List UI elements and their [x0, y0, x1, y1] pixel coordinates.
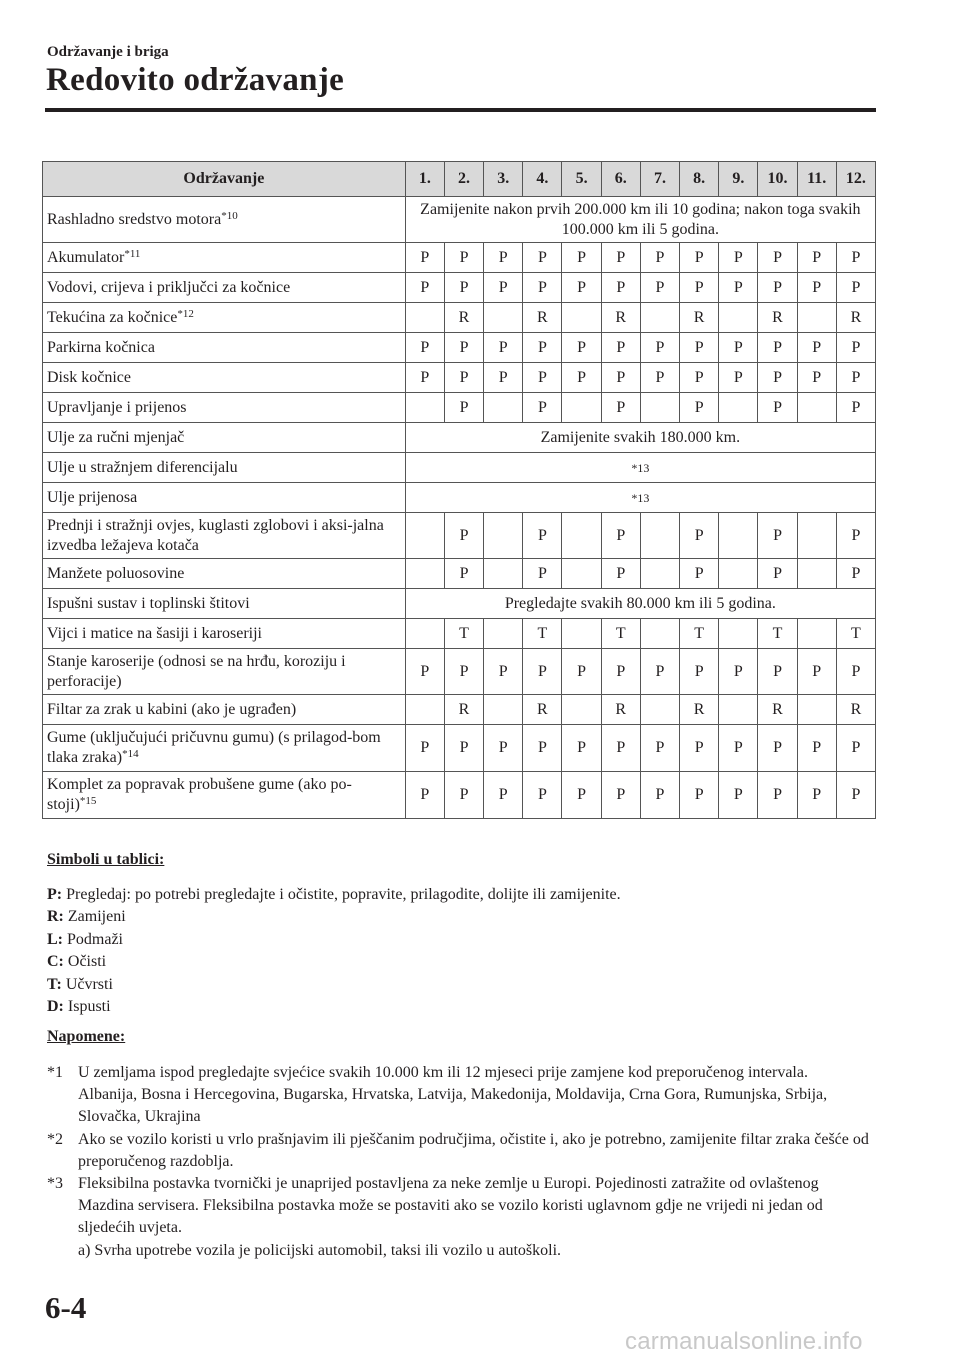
row-item-label: Akumulator: [47, 248, 125, 266]
row-item-label: Manžete poluosovine: [47, 564, 185, 582]
interval-cell: P: [680, 333, 719, 363]
interval-cell: P: [719, 725, 758, 772]
interval-cell: P: [405, 363, 444, 393]
row-item: [43, 243, 406, 273]
interval-cell: P: [758, 513, 797, 559]
row-item: [43, 649, 406, 695]
interval-cell: [405, 513, 444, 559]
interval-cell: P: [523, 333, 562, 363]
interval-cell: P: [640, 649, 679, 695]
interval-cell: P: [444, 243, 483, 273]
interval-cell: P: [562, 243, 601, 273]
interval-cell: P: [640, 772, 679, 819]
interval-cell: P: [601, 513, 640, 559]
span-cell: *13: [405, 453, 875, 483]
interval-cell: [405, 695, 444, 725]
interval-cell: P: [640, 273, 679, 303]
note: [47, 1129, 877, 1173]
interval-cell: P: [680, 393, 719, 423]
note-text: Ako se vozilo koristi u vrlo prašnjavim ili pješčanim područjima, očistite i, ako je potrebno, zamijenite filtar zraka češće od preporučenog razdoblja.: [78, 1130, 869, 1170]
note-number: *3: [47, 1175, 63, 1193]
interval-cell: P: [444, 273, 483, 303]
interval-cell: [797, 303, 836, 333]
symbol-line: [47, 929, 621, 951]
interval-cell: [484, 393, 523, 423]
interval-cell: [484, 695, 523, 725]
interval-cell: P: [405, 649, 444, 695]
interval-cell: P: [562, 725, 601, 772]
interval-cell: R: [758, 303, 797, 333]
interval-cell: R: [680, 695, 719, 725]
interval-cell: P: [797, 243, 836, 273]
interval-cell: T: [836, 619, 875, 649]
interval-cell: P: [719, 243, 758, 273]
table-row: [43, 243, 876, 273]
header-interval: 1.: [405, 162, 444, 197]
footnote-ref: *11: [124, 247, 141, 260]
interval-cell: [562, 559, 601, 589]
interval-cell: P: [640, 243, 679, 273]
row-item-label: Ispušni sustav i toplinski štitovi: [47, 594, 250, 612]
interval-cell: P: [836, 513, 875, 559]
interval-cell: P: [523, 559, 562, 589]
interval-cell: P: [797, 333, 836, 363]
interval-cell: P: [601, 559, 640, 589]
interval-cell: P: [836, 559, 875, 589]
interval-cell: P: [836, 273, 875, 303]
symbols-title: Simboli u tablici:: [47, 851, 165, 868]
interval-cell: P: [601, 363, 640, 393]
interval-cell: P: [523, 725, 562, 772]
footnote-ref: *15: [79, 795, 97, 807]
header-interval: 8.: [680, 162, 719, 197]
symbol-key: T:: [47, 975, 62, 993]
row-item-label: Vijci i matice na šasiji i karoseriji: [47, 624, 262, 642]
interval-cell: P: [484, 649, 523, 695]
interval-cell: P: [836, 363, 875, 393]
interval-cell: [562, 303, 601, 333]
symbol-desc: Očisti: [67, 953, 107, 971]
interval-cell: [405, 619, 444, 649]
interval-cell: P: [640, 725, 679, 772]
interval-cell: P: [444, 559, 483, 589]
footnote-ref: *10: [221, 209, 238, 222]
header-interval: 10.: [758, 162, 797, 197]
header-interval: 7.: [640, 162, 679, 197]
note-text: Albanija, Bosna i Hercegovina, Bugarska, Hrvatska, Latvija, Makedonija, Moldavija, Crna Gora, Rumunjska, Srbija, Slovačka, Ukrajina: [78, 1086, 828, 1126]
interval-cell: P: [797, 772, 836, 819]
interval-cell: P: [562, 273, 601, 303]
notes-list: [47, 1062, 877, 1262]
span-cell: Zamijenite nakon prvih 200.000 km ili 10 godina; nakon toga svakih 100.000 km ili 5 godina.: [405, 197, 875, 243]
interval-cell: P: [484, 243, 523, 273]
interval-cell: T: [680, 619, 719, 649]
interval-cell: P: [484, 273, 523, 303]
row-item-label: Stanje karoserije (odnosi se na hrđu, koroziju i perforacije): [47, 652, 346, 690]
row-item: [43, 303, 406, 333]
row-item-label: Rashladno sredstvo motora: [47, 210, 222, 228]
symbol-desc: Ispusti: [67, 998, 111, 1016]
interval-cell: P: [601, 393, 640, 423]
interval-cell: P: [680, 772, 719, 819]
row-item-label: Disk kočnice: [47, 368, 131, 386]
interval-cell: P: [758, 363, 797, 393]
interval-cell: P: [680, 363, 719, 393]
table-row: [43, 513, 876, 559]
interval-cell: P: [680, 513, 719, 559]
interval-cell: P: [758, 333, 797, 363]
note-number: *1: [47, 1064, 63, 1081]
interval-cell: P: [836, 243, 875, 273]
interval-cell: P: [797, 363, 836, 393]
table-row: [43, 197, 876, 243]
row-item: [43, 333, 406, 363]
interval-cell: [484, 619, 523, 649]
interval-cell: R: [601, 695, 640, 725]
interval-cell: P: [523, 393, 562, 423]
row-item: [43, 483, 406, 513]
interval-cell: P: [601, 273, 640, 303]
interval-cell: P: [601, 333, 640, 363]
row-item: [43, 453, 406, 483]
interval-cell: [562, 619, 601, 649]
footnote-ref: *12: [177, 307, 194, 320]
symbol-key: C:: [47, 953, 64, 971]
interval-cell: [640, 695, 679, 725]
row-item: [43, 393, 406, 423]
interval-cell: P: [523, 772, 562, 819]
interval-cell: P: [562, 333, 601, 363]
interval-cell: [719, 303, 758, 333]
note-subitem: a) Svrha upotrebe vozila je policijski automobil, taksi ili vozilo u autoškoli.: [78, 1241, 562, 1259]
symbol-line: [47, 974, 621, 996]
header-interval: 2.: [444, 162, 483, 197]
interval-cell: [719, 393, 758, 423]
table-row: [43, 273, 876, 303]
interval-cell: [797, 619, 836, 649]
row-item: [43, 363, 406, 393]
symbol-key: L:: [47, 930, 63, 948]
title-rule: [45, 108, 876, 112]
table-row: [43, 589, 876, 619]
interval-cell: [719, 619, 758, 649]
note: [47, 1062, 877, 1129]
interval-cell: P: [444, 333, 483, 363]
table-header-row: [43, 162, 876, 197]
table-row: [43, 695, 876, 725]
interval-cell: P: [601, 725, 640, 772]
interval-cell: T: [444, 619, 483, 649]
interval-cell: [405, 559, 444, 589]
interval-cell: P: [444, 363, 483, 393]
interval-cell: R: [523, 303, 562, 333]
row-item: [43, 197, 406, 243]
header-interval: 3.: [484, 162, 523, 197]
span-cell: Zamijenite svakih 180.000 km.: [405, 423, 875, 453]
interval-cell: [484, 559, 523, 589]
interval-cell: P: [680, 649, 719, 695]
interval-cell: P: [758, 725, 797, 772]
header-interval: 4.: [523, 162, 562, 197]
table-row: [43, 303, 876, 333]
symbol-key: P:: [47, 886, 63, 903]
interval-cell: P: [405, 772, 444, 819]
row-item-label: Upravljanje i prijenos: [47, 398, 187, 416]
interval-cell: P: [758, 559, 797, 589]
interval-cell: P: [523, 513, 562, 559]
interval-cell: P: [405, 273, 444, 303]
interval-cell: P: [444, 725, 483, 772]
interval-cell: P: [562, 649, 601, 695]
interval-cell: P: [444, 772, 483, 819]
symbol-key: D:: [47, 998, 64, 1016]
symbol-key: R:: [47, 908, 64, 926]
interval-cell: [797, 393, 836, 423]
header-interval: 6.: [601, 162, 640, 197]
interval-cell: T: [758, 619, 797, 649]
table-row: [43, 649, 876, 695]
symbol-desc: Podmaži: [67, 930, 123, 948]
interval-cell: P: [601, 243, 640, 273]
symbol-line: [47, 884, 621, 906]
interval-cell: [640, 303, 679, 333]
interval-cell: [562, 695, 601, 725]
row-item-label: Komplet za popravak probušene gume (ako po-stoji): [47, 776, 352, 813]
interval-cell: P: [523, 243, 562, 273]
interval-cell: P: [484, 772, 523, 819]
row-item-label: Parkirna kočnica: [47, 338, 155, 356]
interval-cell: R: [444, 695, 483, 725]
interval-cell: P: [758, 649, 797, 695]
page-number: 6-4: [45, 1290, 87, 1325]
header-interval: 12.: [836, 162, 875, 197]
row-item: [43, 513, 406, 559]
interval-cell: R: [444, 303, 483, 333]
interval-cell: P: [601, 649, 640, 695]
page-title: Redovito održavanje: [46, 62, 345, 98]
interval-cell: T: [601, 619, 640, 649]
section-label: Održavanje i briga: [47, 44, 169, 60]
table-row: [43, 619, 876, 649]
interval-cell: P: [405, 243, 444, 273]
interval-cell: T: [523, 619, 562, 649]
symbol-line: [47, 996, 621, 1018]
note-text: Fleksibilna postavka tvornički je unaprijed postavljena za neke zemlje u Europi. Pojedinosti zatražite od ovlaštenog Mazdina servisera. Fleksibilna postavka može se postaviti ako se vozilo koristi uglavnom gdje ne vrijedi ni jedan od sljedećih uvjeta.: [78, 1175, 823, 1237]
table-row: [43, 772, 876, 819]
interval-cell: P: [719, 772, 758, 819]
row-item: [43, 772, 406, 819]
interval-cell: P: [444, 649, 483, 695]
interval-cell: [562, 513, 601, 559]
row-item-label: Ulje prijenosa: [47, 488, 138, 506]
interval-cell: P: [405, 333, 444, 363]
header-item: Održavanje: [43, 162, 406, 197]
symbol-desc: Učvrsti: [65, 975, 113, 993]
header-interval: 9.: [719, 162, 758, 197]
interval-cell: P: [523, 273, 562, 303]
row-item-label: Filtar za zrak u kabini (ako je ugrađen): [47, 700, 297, 718]
interval-cell: P: [484, 363, 523, 393]
interval-cell: P: [444, 513, 483, 559]
interval-cell: [640, 559, 679, 589]
interval-cell: P: [836, 772, 875, 819]
interval-cell: P: [758, 393, 797, 423]
interval-cell: P: [601, 772, 640, 819]
interval-cell: [719, 559, 758, 589]
row-item: [43, 725, 406, 772]
table-row: [43, 483, 876, 513]
interval-cell: P: [758, 772, 797, 819]
table-row: [43, 393, 876, 423]
interval-cell: [640, 619, 679, 649]
table-row: [43, 559, 876, 589]
interval-cell: P: [719, 273, 758, 303]
row-item: [43, 423, 406, 453]
interval-cell: R: [680, 303, 719, 333]
footnote-ref: *14: [122, 748, 139, 760]
interval-cell: R: [836, 695, 875, 725]
interval-cell: [640, 513, 679, 559]
interval-cell: [797, 559, 836, 589]
interval-cell: [797, 513, 836, 559]
interval-cell: R: [601, 303, 640, 333]
interval-cell: [719, 513, 758, 559]
interval-cell: P: [719, 649, 758, 695]
interval-cell: P: [797, 649, 836, 695]
interval-cell: P: [680, 243, 719, 273]
interval-cell: P: [797, 273, 836, 303]
interval-cell: P: [836, 333, 875, 363]
table-row: [43, 453, 876, 483]
watermark: carmanualsonline.info: [625, 1328, 863, 1355]
span-cell: *13: [405, 483, 875, 513]
table-row: [43, 333, 876, 363]
interval-cell: [405, 303, 444, 333]
interval-cell: R: [836, 303, 875, 333]
row-item-label: Tekućina za kočnice: [47, 308, 178, 326]
note-text: U zemljama ispod pregledajte svjećice svakih 10.000 km ili 12 mjeseci prije zamjene kod preporučenog intervala.: [78, 1064, 808, 1081]
interval-cell: P: [719, 363, 758, 393]
row-item: [43, 695, 406, 725]
symbol-line: [47, 951, 621, 973]
maintenance-schedule-table: [42, 161, 876, 819]
interval-cell: P: [719, 333, 758, 363]
interval-cell: [562, 393, 601, 423]
interval-cell: P: [758, 273, 797, 303]
symbol-line: [47, 906, 621, 928]
row-item-label: Gume (uključujući pričuvnu gumu) (s prilagod-bom tlaka zraka): [47, 729, 381, 766]
interval-cell: P: [640, 363, 679, 393]
row-item: [43, 619, 406, 649]
interval-cell: P: [836, 649, 875, 695]
span-cell: Pregledajte svakih 80.000 km ili 5 godina.: [405, 589, 875, 619]
header-interval: 5.: [562, 162, 601, 197]
interval-cell: [640, 393, 679, 423]
interval-cell: P: [836, 725, 875, 772]
notes-title: Napomene:: [47, 1028, 126, 1045]
row-item-label: Prednji i stražnji ovjes, kuglasti zglobovi i aksi-jalna izvedba ležajeva kotača: [47, 516, 384, 554]
row-item: [43, 559, 406, 589]
interval-cell: [484, 513, 523, 559]
row-item: [43, 589, 406, 619]
interval-cell: R: [758, 695, 797, 725]
interval-cell: R: [523, 695, 562, 725]
interval-cell: P: [484, 333, 523, 363]
interval-cell: P: [523, 649, 562, 695]
row-item-label: Ulje u stražnjem diferencijalu: [47, 458, 238, 476]
interval-cell: [797, 695, 836, 725]
interval-cell: P: [562, 772, 601, 819]
interval-cell: [484, 303, 523, 333]
interval-cell: P: [523, 363, 562, 393]
interval-cell: P: [444, 393, 483, 423]
interval-cell: P: [562, 363, 601, 393]
interval-cell: [719, 695, 758, 725]
row-item: [43, 273, 406, 303]
interval-cell: P: [484, 725, 523, 772]
symbol-desc: Zamijeni: [67, 908, 126, 926]
header-interval: 11.: [797, 162, 836, 197]
table-row: [43, 423, 876, 453]
interval-cell: P: [405, 725, 444, 772]
interval-cell: P: [680, 559, 719, 589]
interval-cell: P: [836, 393, 875, 423]
interval-cell: P: [680, 273, 719, 303]
interval-cell: P: [758, 243, 797, 273]
row-item-label: Vodovi, crijeva i priključci za kočnice: [47, 278, 291, 296]
interval-cell: [405, 393, 444, 423]
interval-cell: P: [797, 725, 836, 772]
table-row: [43, 725, 876, 772]
row-item-label: Ulje za ručni mjenjač: [47, 428, 185, 446]
note: [47, 1173, 877, 1262]
interval-cell: P: [640, 333, 679, 363]
symbol-desc: Pregledaj: po potrebi pregledajte i očistite, popravite, prilagodite, dolijte ili zamijenite.: [66, 886, 621, 903]
symbols-list: [47, 884, 621, 1018]
interval-cell: P: [680, 725, 719, 772]
note-number: *2: [47, 1130, 63, 1148]
table-row: [43, 363, 876, 393]
